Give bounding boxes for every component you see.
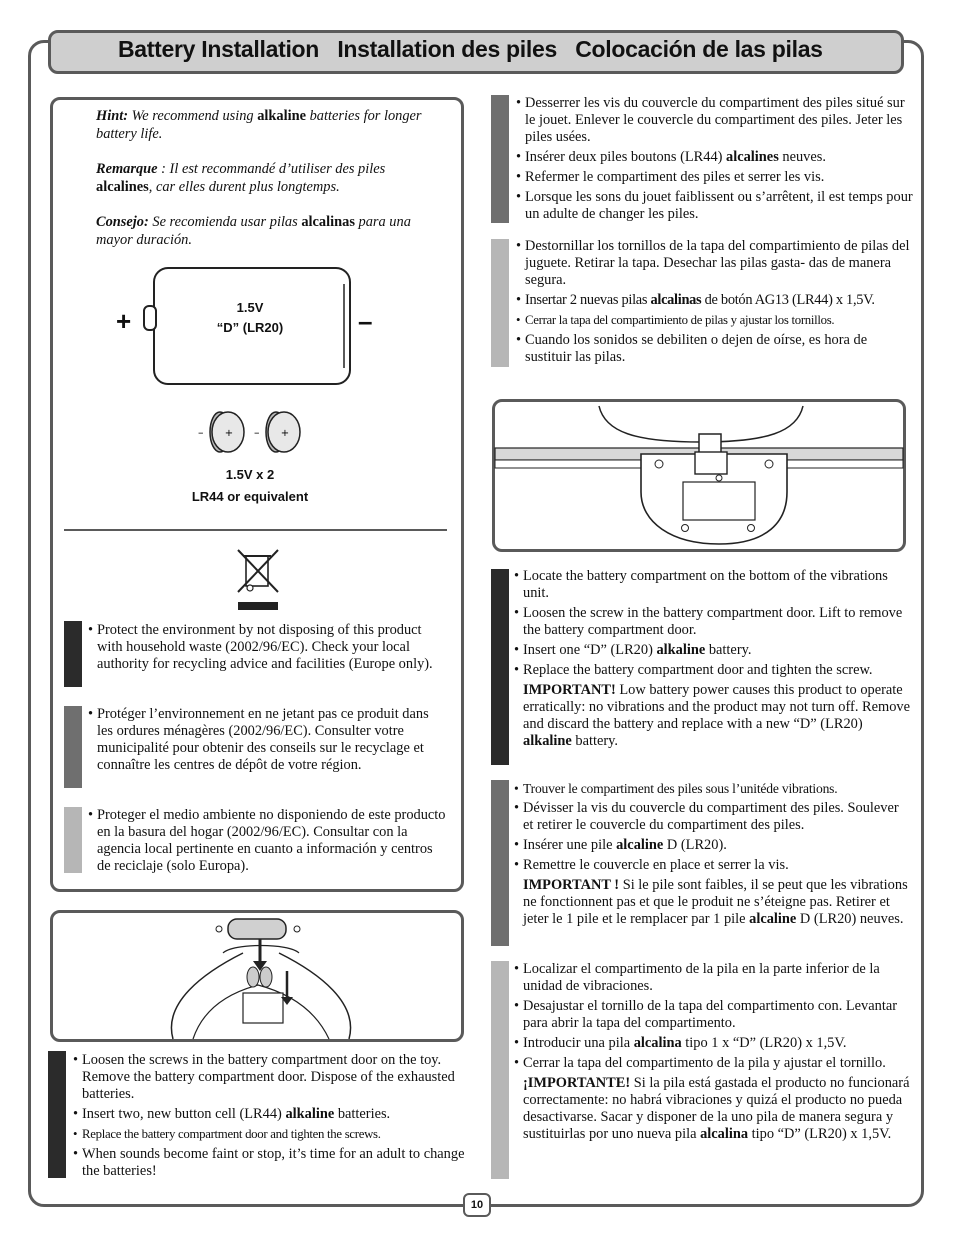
bar-es-recycle — [64, 807, 82, 873]
toy-instructions-es: • Destornillar los tornillos de la tapa del compartimiento de pilas del juguete. Retirar la tapa. Desechar las pilas gasta- das de manera segura. • Insertar 2 nuevas pilas alcalinas de botón AG13 (LR44) x 1,5V. • Cerrar la tapa del compartimiento de pilas y ajustar los tornillos. • Cuando los sonidos se debiliten o dejen de oírse, es hora de sustituir las pilas. — [516, 238, 910, 365]
button-cell-icon — [198, 410, 308, 454]
d-battery-type: “D” (LR20) — [216, 320, 284, 335]
hint-fr: Remarque : Il est recommandé d’utiliser des piles alcalines, car elles durent plus longtemps. — [96, 161, 386, 195]
page-number: 10 — [463, 1193, 491, 1217]
section-divider — [64, 529, 447, 531]
bar-en-vibration — [491, 569, 509, 765]
weee-crossed-bin-icon — [236, 548, 280, 612]
svg-text:+: + — [280, 428, 290, 439]
bar-en-toy — [48, 1051, 66, 1178]
toy-instructions-fr: • Desserrer les vis du couvercle du compartiment des piles situé sur le jouet. Enlever le couvercle du compartiment des piles. Jeter les piles usées. • Insérer deux piles boutons (LR44) alcalines neuves. • Refermer le compartiment des piles et serrer les vis. • Lorsque les sons du jouet faiblissent ou s’arrêtent, il est temps pour un adulte de changer les piles. — [516, 95, 913, 222]
vibration-unit-illustration — [495, 402, 903, 549]
battery-minus-sign: – — [358, 306, 373, 336]
svg-text:+: + — [224, 428, 234, 439]
bar-es-vibration — [491, 961, 509, 1179]
hint-es: Consejo: Se recomienda usar pilas alcalinas para una mayor duración. — [96, 214, 411, 248]
vibration-instructions-fr: • Trouver le compartiment des piles sous l’unitéde vibrations. • Dévisser la vis du couvercle du compartiment des piles. Soulever et retirer le couvercle du compartiment des piles. • Insérer une pile alcaline D (LR20). • Remettre le couvercle en place et serrer la vis. IMPORTANT ! Si le pile sont faibles, il se peut que les vibrations ne fonctionnent pas et que le produit ne s’éteigne pas. Retirer et jeter le 1 pile et le remplacer par 1 pile alcaline D (LR20) neuves. — [514, 781, 908, 927]
recycle-fr: • Protéger l’environnement en ne jetant pas ce produit dans les ordures ménagères (2002/96/EC). Consulter votre municipalité pour obtenir des conseils sur le recyclage et connaître les centres de dépôt de votre région. — [88, 706, 429, 773]
button-cell-type: LR44 or equivalent — [191, 489, 309, 504]
svg-text:–: – — [198, 426, 204, 439]
button-cell-label: 1.5V x 2 — [225, 467, 275, 482]
hint-en: Hint: We recommend using alkaline batteries for longer battery life. — [96, 108, 422, 142]
battery-hint — [96, 107, 441, 266]
d-battery-voltage: 1.5V — [236, 300, 264, 315]
bar-en-recycle — [64, 621, 82, 687]
vibration-instructions-es: • Localizar el compartimento de la pila en la parte inferior de la unidad de vibraciones. • Desajustar el tornillo de la tapa del compartimento con. Levantar para abrir la tapa del compartimento. • Introducir una pila alcalina tipo 1 x “D” (LR20) x 1,5V. • Cerrar la tapa del compartimento de la pila y ajustar el tornillo. ¡IMPORTANTE! Si la pila está gastada el producto no funcionará correctamente: no habrá vibraciones y quizá el producto no pueda desactivarse. Sacar y disponer de la uno pila de manera segura y sustituirlas por uno nueva pila alcalina tipo “D” (LR20) x 1,5V. — [514, 961, 910, 1142]
page-title: Battery Installation Installation des piles Colocación de las pilas — [118, 36, 823, 62]
vibration-instructions-en: • Locate the battery compartment on the bottom of the vibrations unit. • Loosen the screw in the battery compartment door. Lift to remove the battery compartment door. • Insert one “D” (LR20) alkaline battery. • Replace the battery compartment door and tighten the screw. IMPORTANT! Low battery power causes this product to operate erratically: no vibrations and the product may not turn off. Remove and discard the battery and replace with a new “D” (LR20) alkaline battery. — [514, 568, 910, 749]
bar-fr-vibration — [491, 780, 509, 946]
recycle-en: • Protect the environment by not disposing of this product with household waste (2002/96/EC). Check your local authority for recycling advice and facilities (Europe only). — [88, 622, 433, 672]
recycle-es: • Proteger el medio ambiente no disponiendo de este producto en la basura del hogar (2002/96/EC). Consultar con la agencia local pertinente en cuanto a información y centros de reciclaje (solo Europa). — [88, 807, 446, 874]
bar-fr-toy — [491, 95, 509, 223]
toy-battery-door-illustration — [53, 913, 461, 1039]
bar-es-toy — [491, 239, 509, 367]
toy-instructions-en: • Loosen the screws in the battery compartment door on the toy. Remove the battery compartment door. Dispose of the exhausted batteries. • Insert two, new button cell (LR44) alkaline batteries. • Replace the battery compartment door and tighten the screws. • When sounds become faint or stop, it’s time for an adult to change the batteries! — [73, 1052, 465, 1179]
svg-text:–: – — [254, 426, 260, 439]
battery-plus-sign: + — [116, 306, 132, 336]
bar-fr-recycle — [64, 706, 82, 788]
